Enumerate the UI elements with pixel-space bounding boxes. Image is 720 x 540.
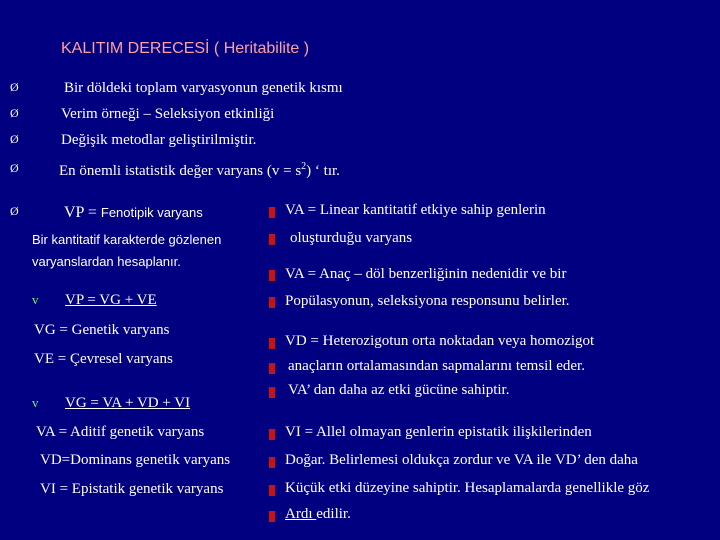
- right-vi-line-2: Doğar. Belirlemesi oldukça zordur ve VA ile VD’ den daha: [285, 452, 638, 468]
- red-square-bullet: [269, 270, 275, 281]
- red-square-bullet: [269, 457, 275, 468]
- red-square-bullet: [269, 234, 275, 245]
- bullet-3: Ø Değişik metodlar geliştirilmiştir.: [10, 132, 257, 148]
- bullet-4: Ø En önemli istatistik değer varyans $(v = s^2)$ ‘ tır.: [10, 161, 340, 179]
- va-def: VA = Aditif genetik varyans: [36, 424, 205, 440]
- red-square-bullet: [269, 485, 275, 496]
- vp-formula: v VP = VG + VE: [32, 292, 157, 308]
- right-vi-line-4: Ardı edilir.: [285, 506, 351, 522]
- vp-heading: Ø VP = Fenotipik varyans: [10, 204, 203, 221]
- bullet-2: Ø Verim örneği – Seleksiyon etkinliği: [10, 106, 275, 122]
- vp-desc-line-2: varyanslardan hesaplanır.: [32, 254, 181, 269]
- right-va-line-1: VA = Linear kantitatif etkiye sahip genlerin: [285, 202, 546, 218]
- right-vd-line-1: VD = Heterozigotun orta noktadan veya homozigot: [285, 333, 595, 349]
- diamond-bullet-icon: v: [32, 395, 39, 410]
- arrow-bullet-icon: Ø: [10, 132, 19, 146]
- vd-def: VD=Dominans genetik varyans: [40, 452, 231, 468]
- vg-def: VG = Genetik varyans: [34, 322, 170, 338]
- diamond-bullet-icon: v: [32, 292, 39, 307]
- red-square-bullet: [269, 338, 275, 349]
- red-square-bullet: [269, 387, 275, 398]
- ve-def: VE = Çevresel varyans: [34, 351, 173, 367]
- right-vd-line-3: VA’ dan daha az etki gücüne sahiptir.: [288, 382, 510, 398]
- right-vi-line-1: VI = Allel olmayan genlerin epistatik ilişkilerinden: [285, 424, 592, 440]
- arrow-bullet-icon: Ø: [10, 161, 19, 175]
- right-va2-line-1: VA = Anaç – döl benzerliğinin nedenidir ve bir: [285, 266, 567, 282]
- right-vd-line-2: anaçların ortalamasından sapmalarını temsil eder.: [288, 358, 585, 374]
- arrow-bullet-icon: Ø: [10, 106, 19, 120]
- vp-desc-line-1: Bir kantitatif karakterde gözlenen: [32, 232, 222, 247]
- red-square-bullet: [269, 363, 275, 374]
- arrow-bullet-icon: Ø: [10, 204, 19, 218]
- vi-def: VI = Epistatik genetik varyans: [40, 481, 224, 497]
- arrow-bullet-icon: Ø: [10, 80, 19, 94]
- red-square-bullet: [269, 297, 275, 308]
- right-vi-line-3: Küçük etki düzeyine sahiptir. Hesaplamalarda genellikle göz: [285, 480, 650, 496]
- vg-formula: v VG = VA + VD + VI: [32, 395, 191, 411]
- red-square-bullet: [269, 429, 275, 440]
- red-square-bullet: [269, 207, 275, 218]
- red-square-bullet: [269, 511, 275, 522]
- bullet-1: Ø Bir döldeki toplam varyasyonun genetik kısmı: [10, 80, 343, 96]
- right-va-line-2: oluşturduğu varyans: [290, 230, 413, 246]
- slide-title: KALITIM DERECESİ ( Heritabilite ): [61, 40, 310, 57]
- right-va2-line-2: Popülasyonun, seleksiyona responsunu belirler.: [285, 293, 570, 309]
